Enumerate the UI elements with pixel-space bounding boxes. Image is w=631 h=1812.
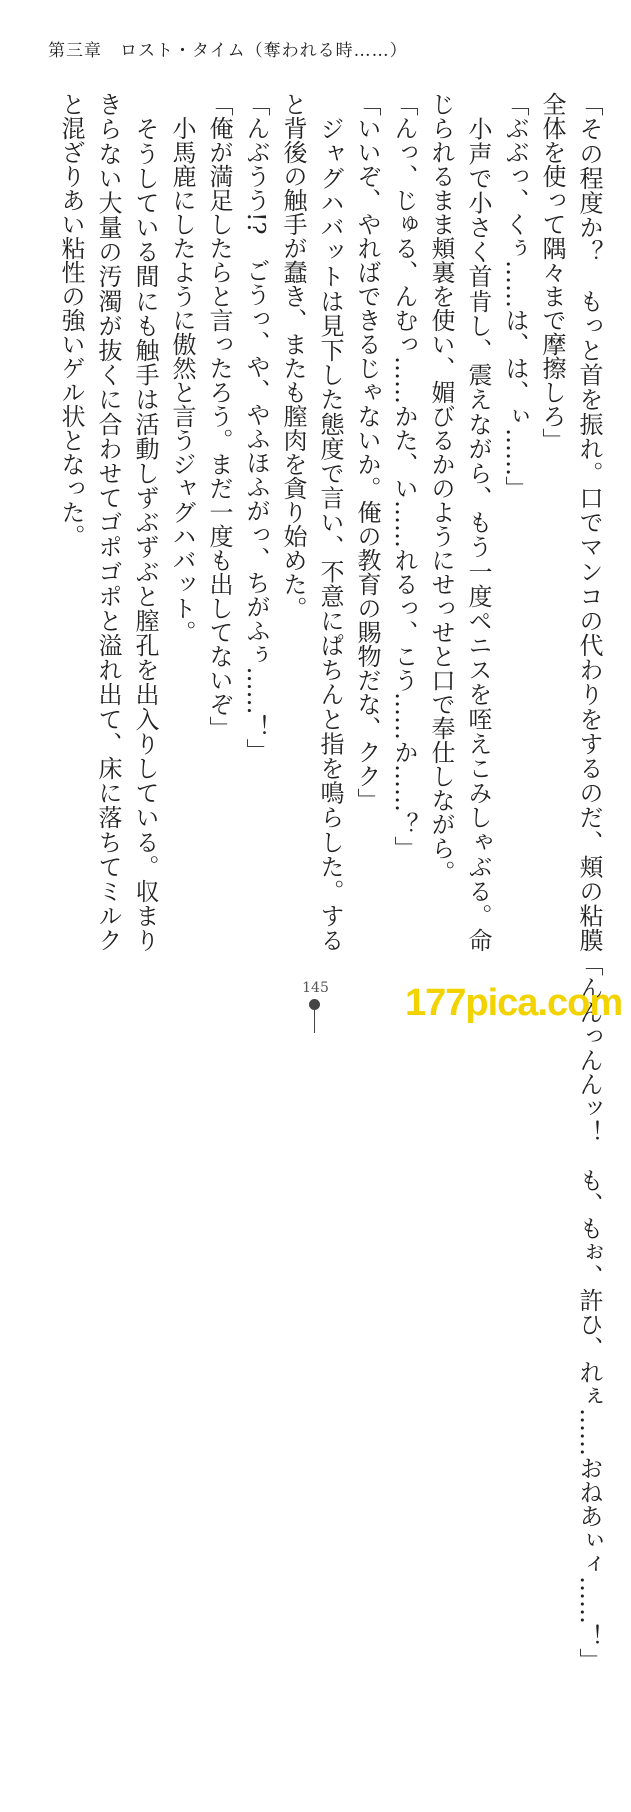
watermark: 177pica.com [405,982,623,1024]
paragraph-5: 「いいぞ、やればできるじゃないか。俺の教育の賜物だな、クク」 [353,92,381,812]
page-number: 145 [302,980,329,996]
paragraph-1: 「その程度か？ もっと首を振れ。口でマンコの代わりをするのだ、頬の粘膜全体を使って隅々まで摩擦しろ」 [538,92,603,952]
paragraph-4: 「んっ、じゅる、んむっ……かた、い……れるっ、こう……か……？」 [390,92,418,860]
paragraph-8: 「俺が満足したらと言ったろう。まだ一度も出してないぞ」 [205,92,233,740]
paragraph-3: 小声で小さく首肯し、震えながら、もう一度ペニスを咥えこみしゃぶる。命じられるまま頬裏を使い、媚びるかのようにせっせと口で奉仕しながら。 [427,92,492,953]
running-head: 第三章 ロスト・タイム（奪われる時……） [48,41,408,61]
page-number-dot [309,999,320,1010]
paragraph-2: 「ぶぶっ、くぅ……は、は、ぃ……」 [501,92,529,500]
paragraph-6: ジャグハバットは見下した態度で言い、不意にぱちんと指を鳴らした。すると背後の触手が蠢き、またも膣肉を貪り始めた。 [279,92,344,953]
paragraph-7: 「んぶうう!? ごうっ、や、やふほふがっ、ちがふぅ……！」 [242,92,270,763]
paragraph-9: 小馬鹿にしたように傲然と言うジャグハバット。 [168,92,196,644]
page-number-rule [314,1010,315,1033]
paragraph-11: 「んんっんんッ！ も、もぉ、許ひ、れぇ……おねあぃィ……！」 [575,952,603,1672]
paragraph-10: そうしている間にも触手は活動しずぶずぶと膣孔を出入りしている。収まりきらない大量の汚濁が抜くに合わせてゴポゴポと溢れ出て、床に落ちてミルクと混ざりあい粘性の強いゲル状となった。 [57,92,159,953]
